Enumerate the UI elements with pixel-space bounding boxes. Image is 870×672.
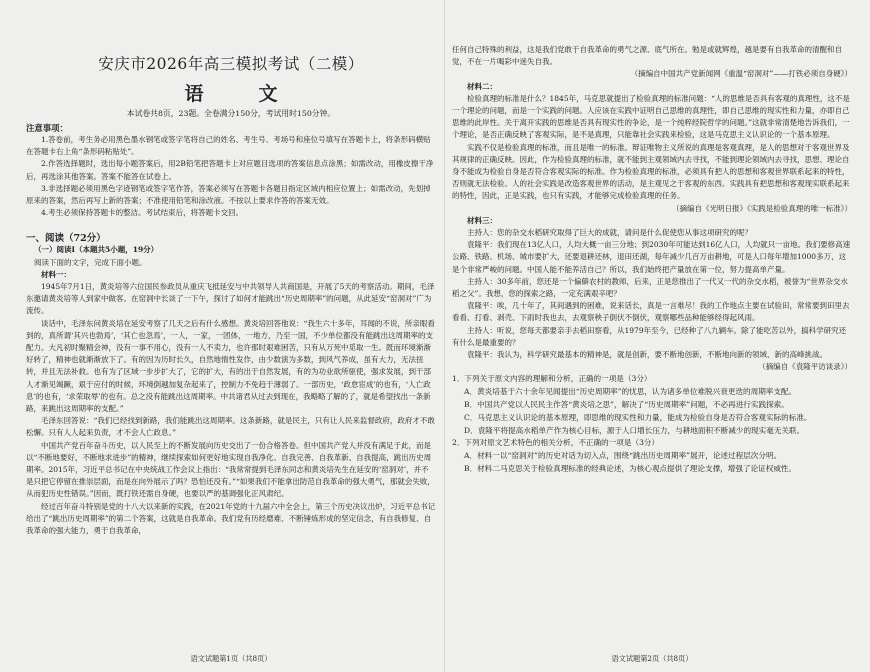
page-footer: 语文试题第1页（共8页） [190, 654, 272, 663]
paragraph: 1945年7月1日，黄炎培等六位国民参政员从重庆飞抵延安与中共领导人共商国是，开展了5天的考察活动。期间，毛泽东邀请黄炎培等人到家中做客。在窑洞中长谈了一下午，探讨了如何才能跳出“历史周期率”的问题，从此延安“窑洞对”广为流传。 [26, 282, 435, 316]
material-label: 材料三： [467, 215, 497, 225]
material-label: 材料二： [467, 81, 497, 91]
dialogue-line: 主持人：您的杂交水稻研究取得了巨大的成就，请问是什么促使您从事这项研究的呢？ [467, 228, 752, 238]
answer-option: B．材料二马克思关于检验真理标准的经典论述，为核心观点提供了理论支撑，增强了论证权威性。 [464, 464, 797, 474]
continuation-text: 任何自己特殊的利益，这是我们党敢于自我革命的勇气之源、底气所在。勉是或就辉煌，越是要有自我革命的清醒和自觉，不在一片喝彩中迷失自我。 [452, 45, 842, 67]
paragraph: 谈话中，毛泽东问黄炎培在延安考察了几天之后有什么感想。黄炎培回答他说：“我生六十多年，耳闻的不说，所亲眼看到的，真所谓‘其兴也勃焉’，‘其亡也忽焉’，一人，一家，一团体，一地方，乃至一国，不少单位都没有能跳出这周期率的支配力。大凡初时聚精会神，没有一事不用心，没有一人不卖力，也许那时艰难困苦，只有从万死中觅取一生。既而环境渐渐好转了，精神也就渐渐放下了。有的因为历时长久，自然地惰性发作，由少数演为多数，到风气养成，虽有大力，无法扭转，并且无法补救。也有为了区域一步步扩大了，它的扩大，有的出于自然发展，有的为功业欲所驱使，强求发展，到干部人才渐见竭蹶，艰于应付的时候，环境倒越加复杂起来了，控制力不免趋于薄弱了。一部历史，‘政怠宦成’的也有，‘人亡政息’的也有，‘求荣取辱’的也有。总之没有能跳出这周期率。中共诸君从过去到现在，我略略了解的了，就是希望找出一条新路，来跳出这周期率的支配。” [26, 318, 435, 414]
exam-title: 安庆市2026年高三模拟考试（二模） [98, 55, 364, 73]
exam-meta: 本试卷共8页，23题。全卷满分150分，考试用时150分钟。 [126, 109, 336, 118]
exam-page-2 [452, 0, 852, 672]
notice-item: 2.作答选择题时，选出每小题答案后，用2B铅笔把答题卡上对应题目选项的答案信息点涂黑；如需改动，用橡皮擦干净后，再选涂其他答案。答案不能答在试卷上。 [26, 159, 434, 181]
exam-page-1 [26, 0, 436, 672]
answer-option: D．袁隆平将提高水稻单产作为核心目标，源于人口增长压力，与耕地面积不断减少的现实毫无关联。 [464, 425, 805, 435]
material-1-text [26, 281, 436, 537]
source-citation: （摘编自《袁隆平访谈录》） [758, 362, 852, 372]
page-divider [444, 0, 445, 672]
answer-option: A．黄炎培基于六十余年见闻提出“历史周期率”的忧思，认为诸多单位难脱兴衰更迭的周期率支配。 [464, 387, 797, 397]
paragraph: 实践不仅是检验真理的标准，而且是唯一的标准。辩证唯物主义所说的真理是客观真理，是人的思想对于客观世界及其规律的正确反映。因此，作为检验真理的标准，就不能到主观领域内去寻找，不能到理论领域内去寻找，思想、理论自身不能成为检验自身是否符合客观实际的标准。作为检验真理的标准，必须具有把人的思想和客观世界联系起来的特性，否则就无法检验。人的社会实践是改造客观世界的活动，是主观见之于客观的东西。实践具有把思想和客观现实联系起来的特性，因此，正是实践，也只有实践，才能够完成检验真理的任务。 [452, 142, 850, 201]
source-citation: （摘编自中国共产党新闻网《重温“窑洞对”——打铁必须自身硬》） [630, 69, 852, 79]
subject-title: 语 文 [184, 83, 296, 105]
dialogue-line: 袁隆平：我认为，科学研究最基本的精神是，就是创新，要不断地创新，不断地向新的领域、新的高峰挑战。 [467, 350, 827, 360]
page-footer: 语文试题第2页（共8页） [611, 654, 693, 663]
paragraph: 毛泽东回答说：“我们已经找到新路，我们能跳出这周期率。这条新路，就是民主，只有让人民来监督政府，政府才不敢松懈。只有人人起来负责，才不会人亡政息。” [26, 416, 435, 438]
notice-item: 4.考生必须保持答题卡的整洁。考试结束后，将答题卡交回。 [41, 208, 244, 218]
answer-option: A．材料一以“窑洞对”的历史对话为切入点，围绕“跳出历史周期率”展开，论述过程层次分明。 [464, 451, 782, 461]
material-2-text [452, 93, 852, 203]
question-stem: 1．下列关于原文内容的理解和分析，正确的一项是（3分） [452, 374, 652, 384]
question-2 [452, 437, 852, 475]
paragraph: 经过百年奋斗特别是党的十八大以来新的实践，在2021年党的十九届六中全会上，第三个历史决议出炉，习近平总书记给出了“跳出历史周期率”的第二个答案，这就是自我革命。我们党有历经磨难、不断锤炼形成的坚定信念，有自我修复、自我革命的强大能力，勇于自我革命， [26, 501, 436, 536]
section-heading: 一、阅读（72分） [26, 233, 106, 245]
notice-item: 3.非选择题必须用黑色字迹钢笔或签字笔作答，答案必须写在答题卡各题目指定区域内相应位置上；如需改动，先划掉原来的答案，然后再写上新的答案；不准使用铅笔和涂改液。不按以上要求作答的答案无效。 [26, 183, 431, 206]
question-1 [452, 373, 852, 437]
dialogue-line: 袁隆平：我们现在13亿人口，人均大概一亩三分地；到2030年可能达到16亿人口，人均就只一亩地。我们要修高速公路、铁路、机场、城市要扩大，还要退耕还林，退田还湖，每年减少几百万亩耕地，可是人口每年增加1000多万，这是个非常严峻的问题。中国人能不能养活自己？所以，我们始终把产量放在第一位，努力提高单产量。 [452, 240, 851, 274]
answer-option: C．马克思主义认识论的基本原理，即思维的现实性和力量，能成为检验自身是否符合客观实际的标准。 [464, 412, 812, 422]
source-citation: （摘编自《光明日报》《实践是检验真理的唯一标准》） [672, 203, 852, 213]
dialogue-line: 袁隆平：唉，几十年了，其间遇到的困难，说来话长，真是一言难尽！我的工作地点主要在试验田，常常要到田里去看看、打看、剥壳、下雨时我也去，去观察秧子倒伏不倒伏，观察哪些品种能够经得起风雨。 [452, 301, 850, 323]
notice-item: 1.答卷前，考生务必用黑色墨水钢笔或签字笔将自己的姓名、考生号、考场号和座位号填写在答题卡上，将条形码横贴在答题卡右上角“条形码粘贴处”。 [26, 135, 431, 157]
reading-instruction: 阅读下面的文字，完成下面小题。 [34, 257, 147, 267]
paragraph: 中国共产党百年奋斗历史，以人民至上的不断发展向历史交出了一份合格答卷。但中国共产党人并没有满足于此，而是以“不断地要好，不断地求进步”的精神，继续探索如何更好地实现自我净化、自我完善、自我革新、自我提高，跳出历史周期率。2015年，习近平总书记在中央统战工作会议上指出：“我常常提到毛泽东同志和黄炎培先生在延安的‘窑洞对’，并不是只把它停留在推崇层面，而是在向外展示了吗？恐怕还没有。”“如果我们不能拿出防范自我革命的强大勇气，那就会失败，从而犯历史性错误。”因而，既打铁还需自身硬，也要以严的基调强化正风肃纪。 [26, 440, 435, 499]
material-label: 材料一： [41, 269, 71, 279]
answer-option: B．中国共产党以人民民主作答“黄炎培之思”，解决了“历史周期率”问题，不必再进行实践探索。 [464, 400, 789, 410]
question-stem: 2．下列对原文艺术特色的相关分析，不正确的一项是（3分） [452, 438, 660, 448]
notice-list [26, 134, 436, 219]
material-3-text [452, 227, 852, 361]
notice-heading: 注意事项： [26, 123, 68, 133]
subsection-heading: （一）阅读Ⅰ（本题共5小题，19分） [34, 245, 159, 255]
paragraph: 检验真理的标准是什么？1845年，马克思就提出了检验真理的标准问题：“人的思维是否具有客观的真理性，这不是一个理论的问题，而是一个实践的问题。人应该在实践中证明自己思维的真理性，即自己思维的现实性和力量，亦即自己思维的此岸性。关于离开实践的思维是否具有现实性的争论，是一个纯粹经院哲学的问题。”这就非常清楚地告诉我们，一个理论，是否正确反映了客观实际，是不是真理，只能靠社会实践来检验，这是马克思主义认识论的一个基本原理。 [452, 93, 850, 140]
dialogue-line: 主持人：30多年前，您还是一个偏僻农村的教师，后来，正是您推出了一代又一代的杂交水稻，被誉为“世界杂交水稻之父”。我想，您的探索之路，一定充满艰辛吧？ [452, 276, 848, 299]
dialogue-line: 主持人：听说，您每天都要亲手去稻田察看，从1979年至今，已经种了八九辆车。除了能吃苦以外，搞科学研究还有什么是最重要的？ [452, 325, 847, 347]
